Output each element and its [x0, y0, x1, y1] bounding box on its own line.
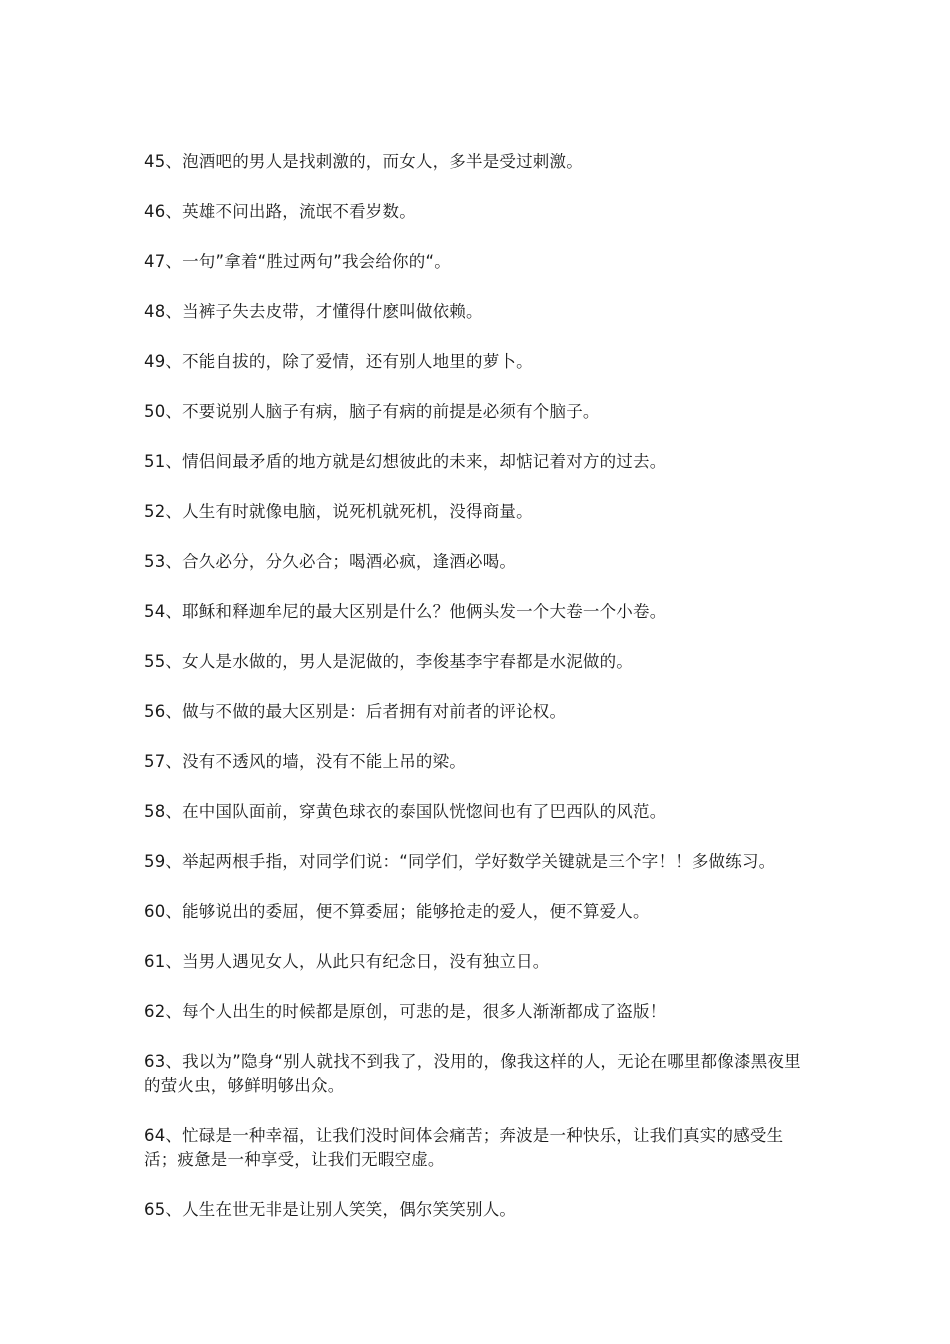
- document-body: [144, 150, 812, 1248]
- list-item: 61、当男人遇见女人，从此只有纪念日，没有独立日。: [144, 952, 550, 971]
- list-item: 64、忙碌是一种幸福，让我们没时间体会痛苦；奔波是一种快乐，让我们真实的感受生活；疲惫是一种享受，让我们无暇空虚。: [144, 1126, 784, 1169]
- list-item: 56、做与不做的最大区别是：后者拥有对前者的评论权。: [144, 702, 567, 721]
- list-item: 62、每个人出生的时候都是原创，可悲的是，很多人渐渐都成了盗版！: [144, 1002, 667, 1021]
- list-item: 50、不要说别人脑子有病，脑子有病的前提是必须有个脑子。: [144, 402, 600, 421]
- list-item: 49、不能自拔的，除了爱情，还有别人地里的萝卜。: [144, 352, 533, 371]
- list-item: 60、能够说出的委屈，便不算委屈；能够抢走的爱人，便不算爱人。: [144, 902, 650, 921]
- list-item: 45、泡酒吧的男人是找刺激的，而女人，多半是受过刺激。: [144, 152, 583, 171]
- list-item: 65、人生在世无非是让别人笑笑，偶尔笑笑别人。: [144, 1200, 517, 1219]
- list-item: 53、合久必分，分久必合；喝酒必疯，逢酒必喝。: [144, 552, 517, 571]
- list-item: 47、一句”拿着“胜过两句”我会给你的“。: [144, 252, 451, 271]
- list-item: 63、我以为”隐身“别人就找不到我了，没用的，像我这样的人，无论在哪里都像漆黑夜里的萤火虫，够鲜明够出众。: [144, 1052, 801, 1095]
- list-item: 46、英雄不问出路，流氓不看岁数。: [144, 202, 416, 221]
- list-item: 48、当裤子失去皮带，才懂得什麽叫做依赖。: [144, 302, 483, 321]
- list-item: 58、在中国队面前，穿黄色球衣的泰国队恍惚间也有了巴西队的风范。: [144, 802, 667, 821]
- list-item: 54、耶稣和释迦牟尼的最大区别是什么？他俩头发一个大卷一个小卷。: [144, 602, 667, 621]
- list-item: 52、人生有时就像电脑，说死机就死机，没得商量。: [144, 502, 533, 521]
- list-item: 55、女人是水做的，男人是泥做的，李俊基李宇春都是水泥做的。: [144, 652, 633, 671]
- list-item: 51、情侣间最矛盾的地方就是幻想彼此的未来，却惦记着对方的过去。: [144, 452, 667, 471]
- list-item: 59、举起两根手指，对同学们说：“同学们，学好数学关键就是三个字！！多做练习。: [144, 852, 776, 871]
- list-item: 57、没有不透风的墙，没有不能上吊的梁。: [144, 752, 466, 771]
